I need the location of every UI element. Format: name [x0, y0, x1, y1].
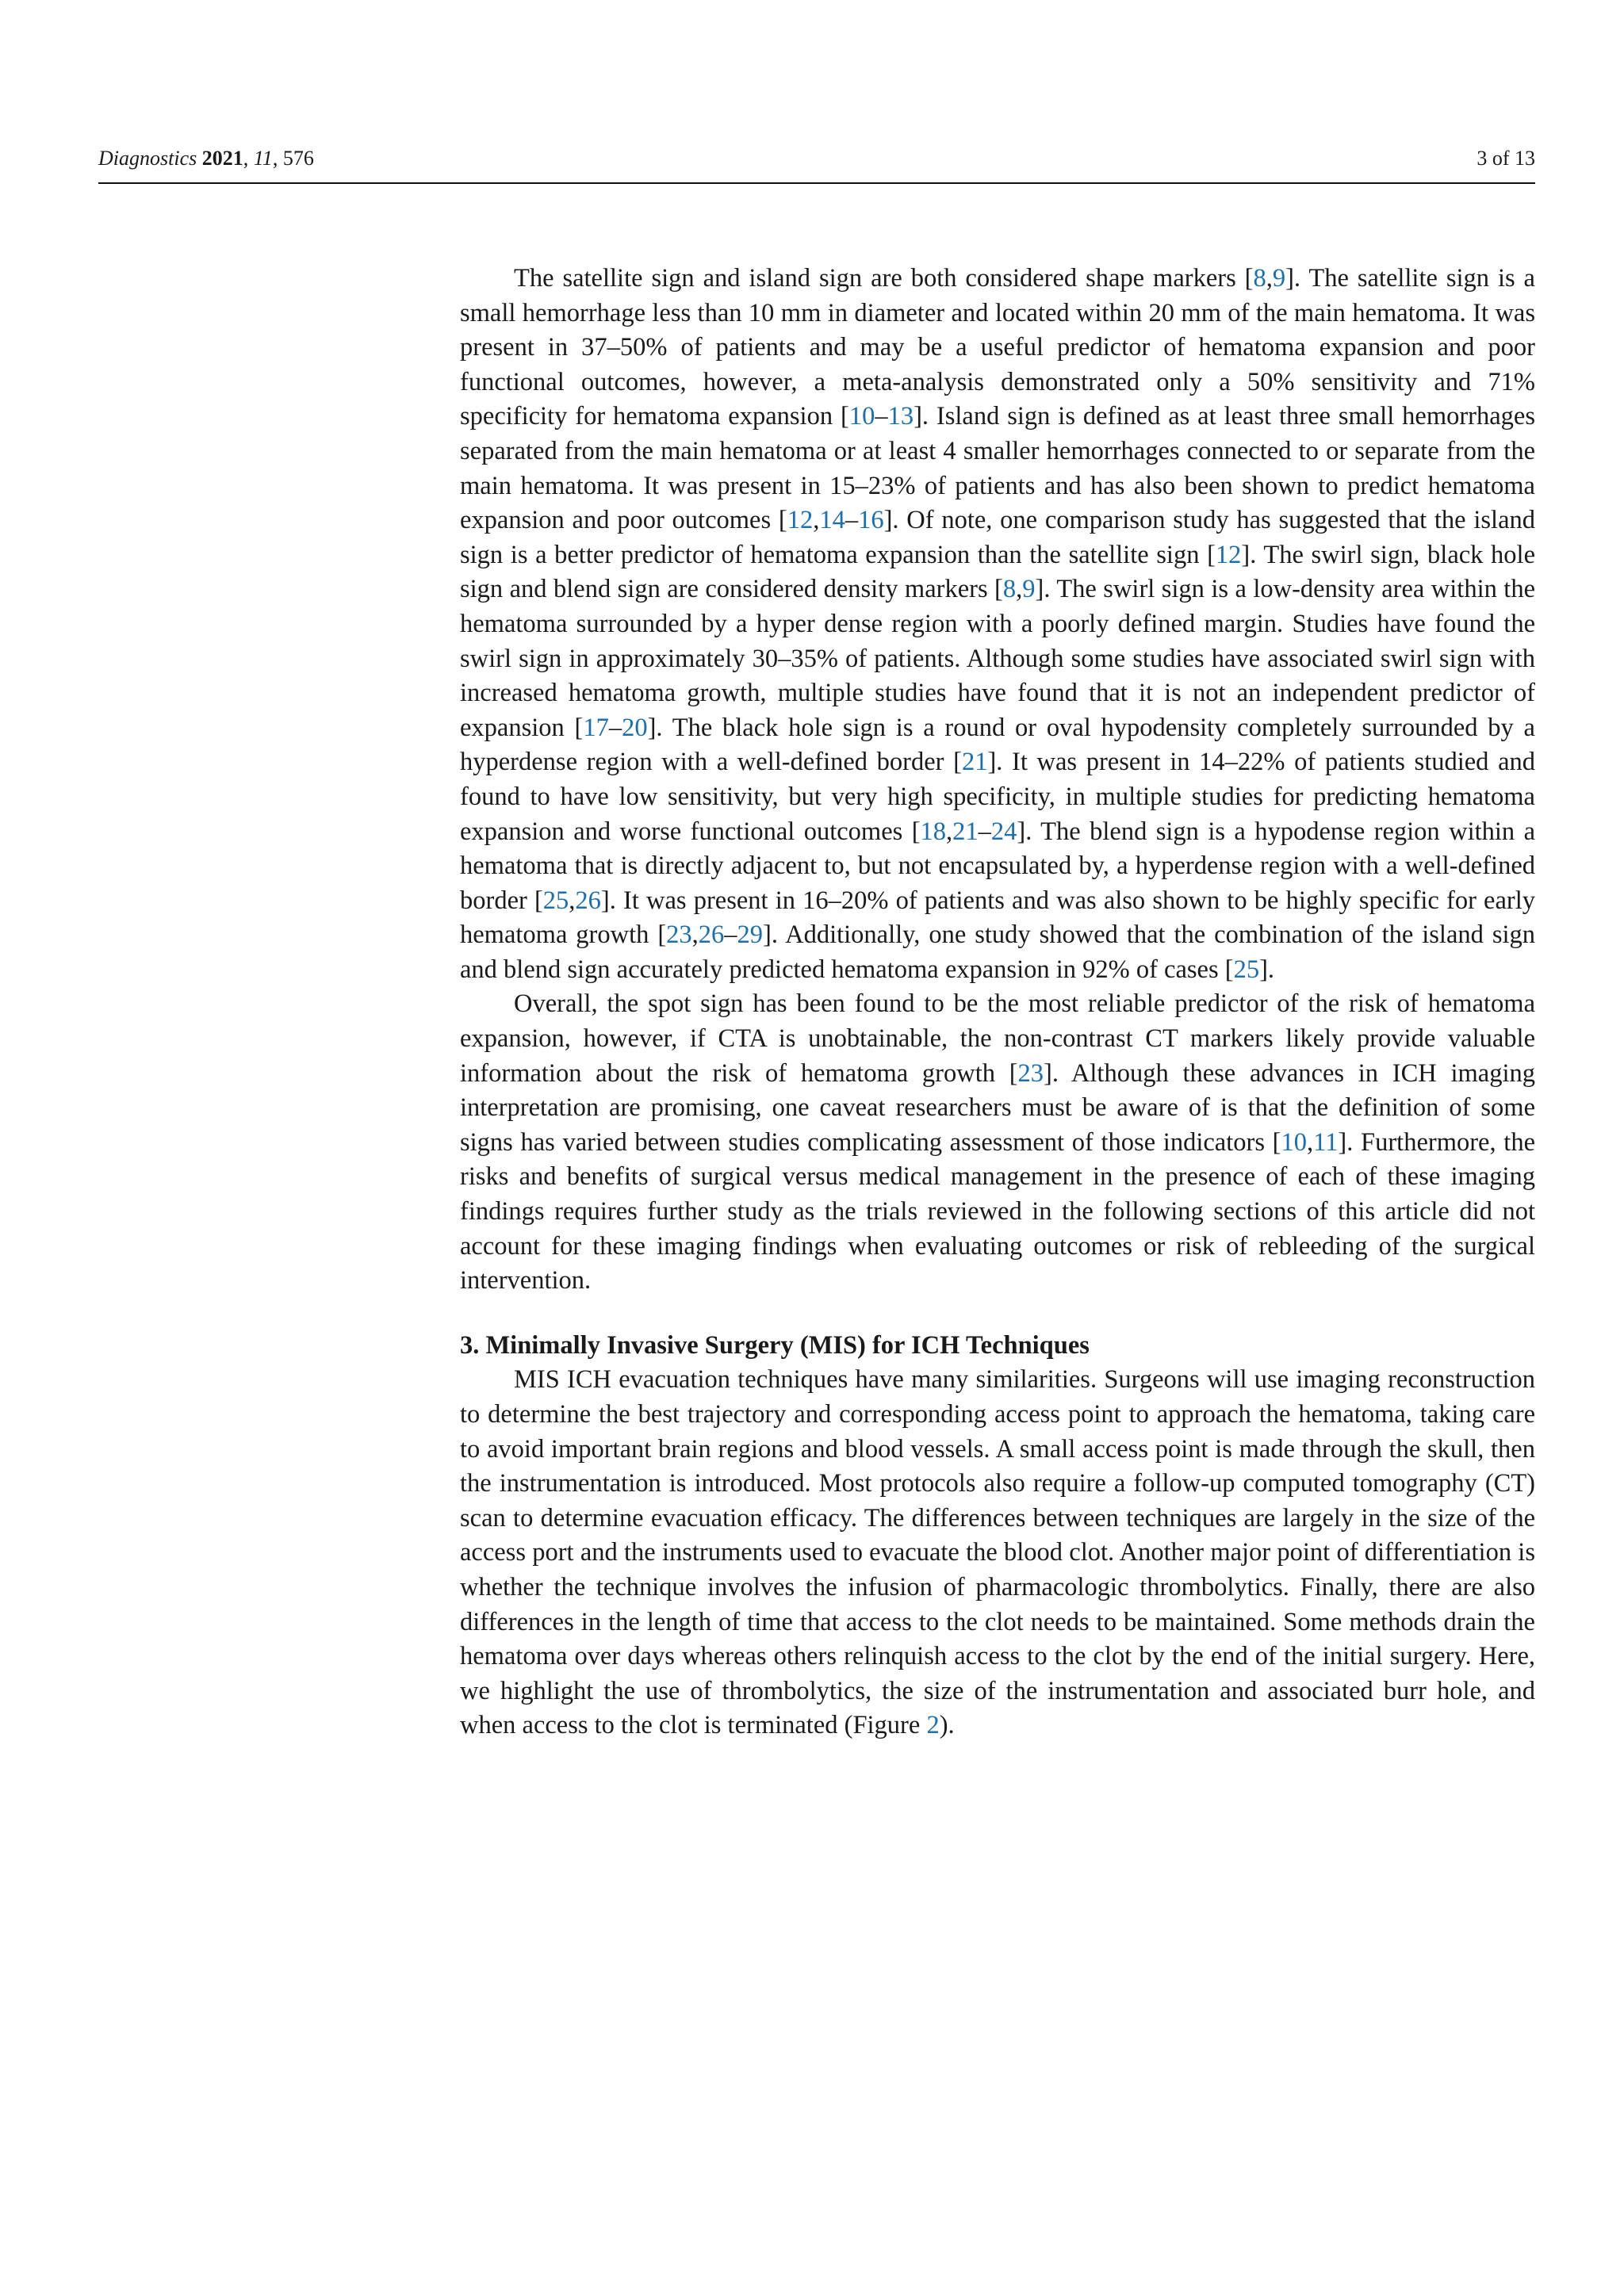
text-run: – [608, 713, 622, 742]
text-run: ). [939, 1711, 955, 1740]
text-run: ]. It was present in 14–22% of patients studied and found to have low sensitivity, but very high specificity, in multiple studies for predicting hematoma expansion and worse functional outcomes [ [460, 748, 1535, 846]
paragraph-group-intro [460, 262, 1535, 1299]
citation-link[interactable]: 8 [1002, 575, 1017, 604]
citation-link[interactable]: 21 [952, 817, 979, 846]
journal-year: 2021 [201, 147, 243, 170]
citation-link[interactable]: 25 [542, 886, 569, 915]
paragraph-group-section-3 [460, 1363, 1535, 1743]
text-run: – [978, 817, 991, 846]
text-run: The satellite sign and island sign are both considered shape markers [ [514, 264, 1254, 293]
citation-link[interactable]: 26 [575, 886, 601, 915]
citation-link[interactable]: 2 [926, 1711, 940, 1740]
text-run: , [691, 920, 699, 950]
citation-link[interactable]: 17 [583, 713, 609, 742]
citation-link[interactable]: 24 [990, 817, 1017, 846]
text-run: ]. The blend sign is a hypodense region within a hematoma that is directly adjacent to, but not encapsulated by, a hyperdense region with a well-defined border [ [460, 817, 1535, 915]
text-run: – [845, 506, 859, 535]
header-rule [98, 182, 1535, 184]
paragraph [460, 987, 1535, 1298]
citation-link[interactable]: 12 [787, 506, 814, 535]
citation-link[interactable]: 14 [819, 506, 845, 535]
text-run: ]. The satellite sign is a small hemorrhage less than 10 mm in diameter and located within 20 mm of the main hematoma. It was present in 37–50% of patients and may be a useful predictor of hematoma expansion and poor functional outcomes, however, a meta-analysis demonstrated only a 50% sensitivity and 71% specificity for hematoma expansion [ [460, 264, 1535, 431]
text-run: , [569, 886, 576, 915]
citation-link[interactable]: 13 [887, 402, 914, 431]
journal-name: Diagnostics [98, 147, 197, 170]
paragraph [460, 1363, 1535, 1743]
text-run: ]. The black hole sign is a round or oval hypodensity completely surrounded by a hyperdense region with a well-defined border [ [460, 713, 1535, 777]
citation-link[interactable]: 23 [666, 920, 692, 950]
text-run: , [1266, 264, 1273, 293]
citation-link[interactable]: 16 [858, 506, 884, 535]
citation-link[interactable]: 21 [961, 748, 988, 777]
citation-link[interactable]: 25 [1233, 955, 1260, 984]
section-heading: 3. Minimally Invasive Surgery (MIS) for ICH Techniques [460, 1330, 1090, 1360]
citation-link[interactable]: 8 [1253, 264, 1266, 293]
citation-link[interactable]: 9 [1272, 264, 1286, 293]
citation: Diagnostics 2021, 11, 576 [98, 147, 314, 170]
text-run: MIS ICH evacuation techniques have many similarities. Surgeons will use imaging reconstruction to determine the best trajectory and corresponding access point to approach the hematoma, taking care to avoid important brain regions and blood vessels. A small access point is made through the skull, then the instrumentation is introduced. Most protocols also require a follow-up computed tomography (CT) scan to determine evacuation efficacy. The differences between techniques are largely in the size of the access port and the instruments used to evacuate the blood clot. Another major point of differentiation is whether the technique involves the infusion of pharmacologic thrombolytics. Finally, there are also differences in the length of time that access to the clot needs to be maintained. Some methods drain the hematoma over days whereas others relinquish access to the clot by the end of the initial surgery. Here, we highlight the use of thrombolytics, the size of the instrumentation and associated burr hole, and when access to the clot is terminated (Figure [460, 1365, 1535, 1740]
citation-link[interactable]: 29 [737, 920, 764, 950]
text-run: ]. The swirl sign is a low-density area within the hematoma surrounded by a hyper dense region with a poorly defined margin. Studies have found the swirl sign in approximately 30–35% of patients. Although some studies have associated swirl sign with increased hematoma growth, multiple studies have found that it is not an independent predictor of expansion [ [460, 575, 1536, 742]
citation-link[interactable]: 18 [920, 817, 947, 846]
text-run: , [946, 817, 953, 846]
text-run: ]. It was present in 16–20% of patients and was also shown to be highly specific for early hematoma growth [ [460, 886, 1535, 950]
text-run: – [875, 402, 888, 431]
text-run: ]. Island sign is defined as at least three small hemorrhages separated from the main hematoma or at least 4 smaller hemorrhages connected to or separate from the main hematoma. It was present in 15–23% of patients and has also been shown to predict hematoma expansion and poor outcomes [ [460, 402, 1535, 535]
text-run: – [724, 920, 737, 950]
text-run: ]. Of note, one comparison study has suggested that the island sign is a better predictor of hematoma expansion than the satellite sign [ [460, 506, 1536, 569]
text-run: ]. Furthermore, the risks and benefits of surgical versus medical management in the presence of each of these imaging findings requires further study as the trials reviewed in the following sections of this article did not account for these imaging findings when evaluating outcomes or risk of rebleeding of the surgical intervention. [460, 1127, 1535, 1295]
text-run: ]. [1259, 955, 1275, 984]
article-number: , 576 [272, 147, 314, 170]
paragraph [460, 262, 1535, 987]
citation-link[interactable]: 11 [1313, 1127, 1339, 1157]
text-run: ]. Additionally, one study showed that the combination of the island sign and blend sign accurately predicted hematoma expansion in 92% of cases [ [460, 920, 1535, 984]
text-run: , [1016, 575, 1023, 604]
text-run: , [813, 506, 820, 535]
running-header [98, 143, 1535, 178]
citation-link[interactable]: 26 [698, 920, 725, 950]
journal-volume: 11 [253, 147, 273, 170]
body-text [460, 262, 1535, 1743]
citation-link[interactable]: 9 [1022, 575, 1036, 604]
citation-link[interactable]: 10 [848, 402, 875, 431]
text-run: Overall, the spot sign has been found to be the most reliable predictor of the risk of hematoma expansion, however, if CTA is unobtainable, the non-contrast CT markers likely provide valuable information about the risk of hematoma growth [ [460, 989, 1535, 1088]
text-run: , [1306, 1127, 1314, 1157]
citation-link[interactable]: 10 [1281, 1127, 1307, 1157]
citation-link[interactable]: 12 [1215, 540, 1242, 569]
citation-link[interactable]: 23 [1017, 1058, 1044, 1088]
citation-link[interactable]: 20 [622, 713, 648, 742]
text-run: ]. Although these advances in ICH imaging interpretation are promising, one caveat researchers must be aware of is that the definition of some signs has varied between studies complicating assessment of those indicators [ [460, 1058, 1535, 1157]
text-run: ]. The swirl sign, black hole sign and blend sign are considered density markers [ [460, 540, 1535, 604]
page-number: 3 of 13 [1477, 147, 1535, 170]
